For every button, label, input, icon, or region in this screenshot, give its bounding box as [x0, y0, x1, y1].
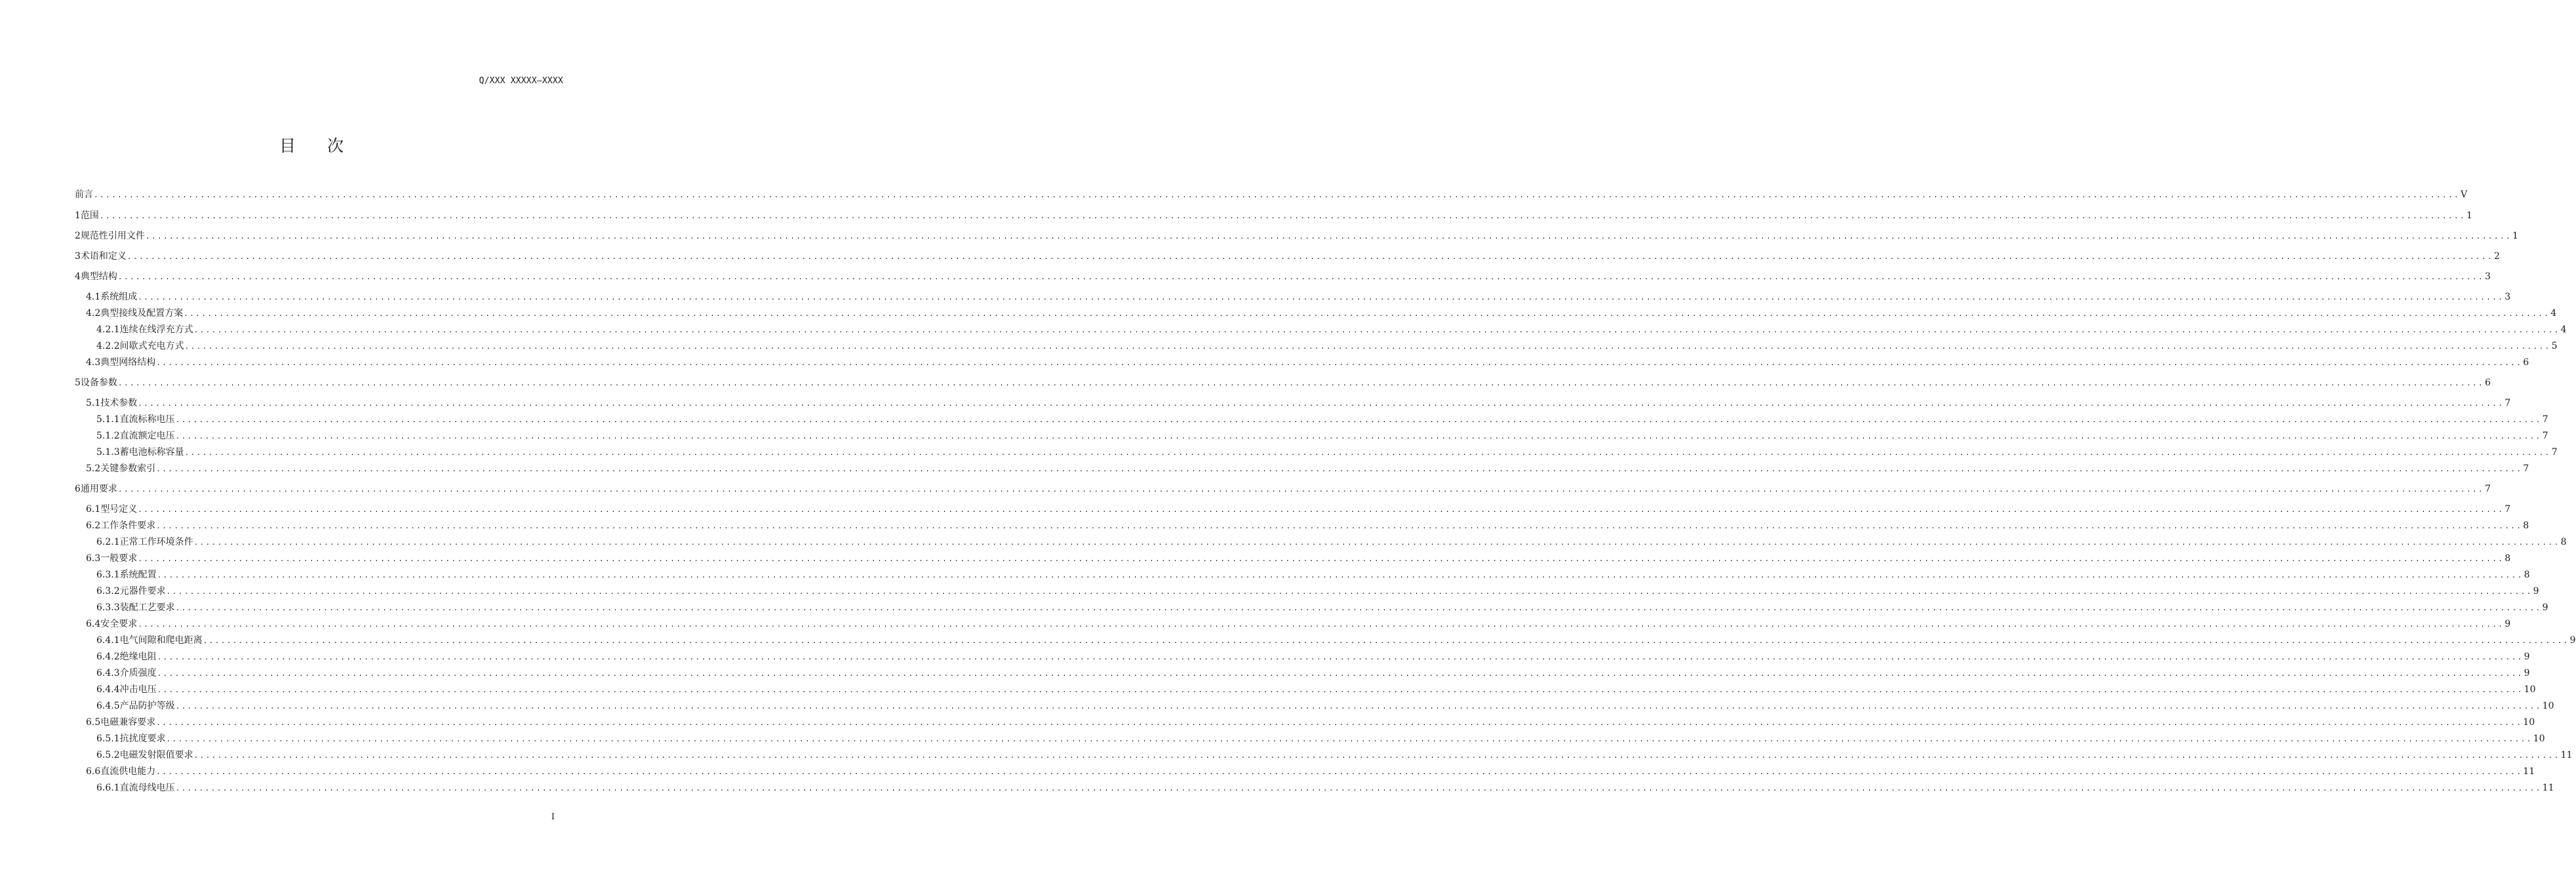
toc-leader-dots: ................................................................................................................................................................................................................................................................................................................................................................................................................ [127, 252, 2493, 261]
toc-entry[interactable] [0, 682, 2536, 695]
toc-entry-page: 3 [2484, 271, 2491, 282]
toc-leader-dots: ................................................................................................................................................................................................................................................................................................................................................................................................................ [157, 653, 2524, 661]
toc-entry-page: 9 [2524, 668, 2530, 678]
toc-entry-number: 6.1 [86, 504, 101, 515]
toc-entry-title: 元器件要求 [119, 586, 166, 597]
toc-entry-title: 产品防护等级 [119, 701, 175, 711]
toc-entry-page: 7 [2505, 398, 2511, 408]
toc-entry-page: 11 [2542, 783, 2554, 793]
toc-entry-number: 6.2.1 [96, 537, 120, 547]
toc-entry-title: 型号定义 [100, 504, 138, 515]
toc-entry-number: 6.5.2 [96, 750, 120, 760]
toc-entry-page: 1 [2466, 210, 2472, 221]
toc-leader-dots: ................................................................................................................................................................................................................................................................................................................................................................................................................ [138, 399, 2505, 408]
toc-entry-title: 介质强度 [119, 668, 157, 678]
toc-entry[interactable] [0, 748, 2573, 761]
toc-entry-page: 11 [2523, 766, 2535, 777]
toc-entry-number: 6 [75, 484, 81, 494]
toc-entry-title: 直流供电能力 [100, 766, 156, 777]
toc-entry-page: 9 [2505, 619, 2511, 629]
toc-entry-title: 蓄电池标称容量 [119, 447, 184, 458]
toc-entry-number: 5.1.1 [96, 414, 120, 425]
toc-entry-number: 6.3 [86, 553, 101, 564]
toc-leader-dots: ................................................................................................................................................................................................................................................................................................................................................................................................................ [157, 669, 2524, 678]
toc-entry-page: 9 [2569, 635, 2576, 646]
toc-entry-title: 电气间隙和爬电距离 [119, 635, 203, 646]
toc-entry[interactable] [0, 269, 2491, 283]
toc-entry-page: 7 [2551, 447, 2558, 458]
toc-entry[interactable] [0, 249, 2500, 262]
toc-entry-number: 6.4.5 [96, 701, 120, 711]
toc-entry[interactable] [0, 461, 2529, 475]
toc-entry-page: 4 [2560, 324, 2567, 335]
toc-entry-number: 5.1.3 [96, 447, 120, 458]
toc-leader-dots: ................................................................................................................................................................................................................................................................................................................................................................................................................ [193, 326, 2560, 334]
toc-entry-number: 3 [75, 251, 81, 262]
toc-entry[interactable] [0, 781, 2554, 794]
toc-leader-dots: ................................................................................................................................................................................................................................................................................................................................................................................................................ [117, 273, 2484, 281]
toc-leader-dots: ................................................................................................................................................................................................................................................................................................................................................................................................................ [193, 751, 2560, 760]
toc-entry-title: 电磁兼容要求 [100, 717, 156, 728]
toc-entry-page: 6 [2484, 378, 2491, 388]
toc-leader-dots: ................................................................................................................................................................................................................................................................................................................................................................................................................ [138, 555, 2505, 563]
toc-entry-number: 2 [75, 231, 81, 241]
toc-leader-dots: ................................................................................................................................................................................................................................................................................................................................................................................................................ [184, 448, 2551, 457]
toc-entry[interactable] [0, 208, 2472, 222]
toc-entry-page: 7 [2542, 431, 2548, 441]
toc-entry-title: 直流标称电压 [119, 414, 175, 425]
toc-leader-dots: ................................................................................................................................................................................................................................................................................................................................................................................................................ [156, 359, 2523, 367]
toc-leader-dots: ................................................................................................................................................................................................................................................................................................................................................................................................................ [138, 505, 2505, 514]
toc-entry-page: 6 [2523, 357, 2529, 368]
toc-leader-dots: ................................................................................................................................................................................................................................................................................................................................................................................................................ [117, 485, 2484, 494]
page-number: I [551, 812, 555, 822]
toc-leader-dots: ................................................................................................................................................................................................................................................................................................................................................................................................................ [156, 522, 2523, 530]
toc-leader-dots: ................................................................................................................................................................................................................................................................................................................................................................................................................ [138, 293, 2505, 302]
toc-entry-page: 9 [2533, 586, 2539, 597]
toc-entry[interactable] [0, 290, 2511, 303]
toc-entry-title: 冲击电压 [119, 684, 157, 695]
toc-entry-title: 典型网络结构 [100, 357, 156, 368]
toc-entry[interactable] [0, 568, 2530, 581]
toc-entry-title: 正常工作环境条件 [119, 537, 193, 547]
toc-leader-dots: ................................................................................................................................................................................................................................................................................................................................................................................................................ [156, 718, 2523, 727]
toc-entry[interactable] [0, 519, 2529, 532]
toc-entry-number: 5.1 [86, 398, 101, 408]
toc-entry-number: 4.2.2 [96, 341, 120, 351]
toc-entry-number: 4.3 [86, 357, 101, 368]
toc-entry-page: 11 [2560, 750, 2573, 760]
toc-entry-page: V [2461, 189, 2468, 200]
toc-entry-page: 9 [2542, 602, 2548, 613]
toc-entry-title: 通用要求 [80, 484, 117, 494]
toc-entry[interactable] [0, 715, 2535, 728]
toc-entry[interactable] [0, 482, 2491, 495]
toc-entry-page: 7 [2484, 484, 2491, 494]
toc-entry-number: 1 [75, 210, 81, 221]
toc-leader-dots: ................................................................................................................................................................................................................................................................................................................................................................................................................ [156, 768, 2523, 776]
toc-leader-dots: ................................................................................................................................................................................................................................................................................................................................................................................................................ [184, 342, 2551, 351]
toc-entry-number: 6.6.1 [96, 783, 120, 793]
toc-entry-number: 6.5.1 [96, 734, 120, 744]
toc-entry-title: 一般要求 [100, 553, 138, 564]
toc-entry[interactable] [0, 355, 2529, 368]
toc-leader-dots: ................................................................................................................................................................................................................................................................................................................................................................................................................ [175, 604, 2542, 612]
toc-entry-title: 装配工艺要求 [119, 602, 175, 613]
toc-entry-page: 8 [2523, 520, 2529, 531]
toc-entry-number: 6.4 [86, 619, 101, 629]
toc-leader-dots: ................................................................................................................................................................................................................................................................................................................................................................................................................ [175, 432, 2542, 440]
toc-entry-title: 抗扰度要求 [119, 734, 166, 744]
toc-leader-dots: ................................................................................................................................................................................................................................................................................................................................................................................................................ [203, 636, 2569, 645]
toc-entry[interactable] [0, 666, 2530, 679]
page-title: 目次 [279, 136, 375, 155]
toc-entry-page: 8 [2505, 553, 2511, 564]
toc-entry-title: 言 [84, 189, 93, 200]
toc-leader-dots: ................................................................................................................................................................................................................................................................................................................................................................................................................ [184, 309, 2550, 318]
toc-entry-page: 3 [2505, 292, 2511, 302]
toc-entry-page: 10 [2523, 717, 2535, 728]
toc-entry-number: 4.2.1 [96, 324, 120, 335]
toc-entry-title: 直流额定电压 [119, 431, 175, 441]
toc-entry[interactable] [0, 584, 2539, 597]
toc-entry[interactable] [0, 187, 2468, 201]
toc-entry[interactable] [0, 764, 2535, 777]
toc-entry-title: 绝缘电阻 [119, 652, 157, 662]
toc-entry-title: 系统配置 [119, 570, 157, 580]
toc-entry[interactable] [0, 323, 2567, 336]
toc-entry-page: 1 [2512, 231, 2518, 241]
toc-entry-number: 4.1 [86, 292, 101, 302]
toc-entry-page: 10 [2542, 701, 2554, 711]
toc-entry-title: 电磁发射限值要求 [119, 750, 193, 760]
toc-entry-number: 4.2 [86, 308, 101, 319]
toc-leader-dots: ................................................................................................................................................................................................................................................................................................................................................................................................................ [156, 465, 2523, 473]
toc-entry-page: 5 [2551, 341, 2558, 351]
toc-entry[interactable] [0, 229, 2518, 242]
toc-entry-number: 6.4.2 [96, 652, 120, 662]
toc-entry[interactable] [0, 535, 2567, 548]
toc-entry-number: 6.3.2 [96, 586, 120, 597]
toc-entry[interactable] [0, 306, 2557, 319]
toc-entry-number: 6.3.1 [96, 570, 120, 580]
toc-leader-dots: ................................................................................................................................................................................................................................................................................................................................................................................................................ [166, 735, 2533, 743]
toc-entry-title: 设备参数 [80, 378, 117, 388]
toc-entry[interactable] [0, 412, 2548, 425]
toc-entry[interactable] [0, 502, 2511, 515]
toc-entry-number: 5.2 [86, 463, 101, 474]
toc-entry[interactable] [0, 551, 2511, 564]
toc-entry-number: 前 [75, 189, 84, 200]
toc-entry-title: 术语和定义 [80, 251, 127, 262]
toc-leader-dots: ................................................................................................................................................................................................................................................................................................................................................................................................................ [157, 686, 2524, 694]
toc-entry[interactable] [0, 732, 2545, 745]
toc-entry[interactable] [0, 429, 2548, 442]
toc-entry-title: 直流母线电压 [119, 783, 175, 793]
toc-entry-number: 6.3.3 [96, 602, 120, 613]
toc-leader-dots: ................................................................................................................................................................................................................................................................................................................................................................................................................ [138, 620, 2505, 629]
toc-entry-page: 2 [2493, 251, 2500, 262]
toc-entry-title: 技术参数 [100, 398, 138, 408]
toc-entry[interactable] [0, 617, 2511, 630]
toc-entry[interactable] [0, 650, 2530, 663]
toc-entry-page: 7 [2505, 504, 2511, 515]
toc-entry-number: 5.1.2 [96, 431, 120, 441]
toc-entry-page: 7 [2523, 463, 2529, 474]
toc-entry-number: 6.2 [86, 520, 101, 531]
toc-entry[interactable] [0, 396, 2511, 409]
toc-leader-dots: ................................................................................................................................................................................................................................................................................................................................................................................................................ [117, 379, 2484, 387]
toc-entry-page: 4 [2550, 308, 2557, 319]
toc-leader-dots: ................................................................................................................................................................................................................................................................................................................................................................................................................ [157, 571, 2524, 579]
toc-entry-page: 8 [2560, 537, 2567, 547]
toc-entry-title: 间歇式充电方式 [119, 341, 184, 351]
toc-entry-number: 4 [75, 271, 81, 282]
toc-leader-dots: ................................................................................................................................................................................................................................................................................................................................................................................................................ [94, 191, 2461, 199]
toc-entry-title: 系统组成 [100, 292, 138, 302]
toc-entry[interactable] [0, 376, 2491, 389]
toc-entry-page: 9 [2524, 652, 2530, 662]
toc-entry-page: 8 [2524, 570, 2530, 580]
document-code: Q/XXX XXXXX—XXXX [479, 76, 563, 86]
toc-entry-page: 10 [2533, 734, 2545, 744]
toc-entry[interactable] [0, 445, 2558, 458]
toc-leader-dots: ................................................................................................................................................................................................................................................................................................................................................................................................................ [166, 587, 2533, 596]
toc-entry-page: 10 [2524, 684, 2536, 695]
toc-entry-page: 7 [2542, 414, 2548, 425]
toc-entry-title: 典型结构 [80, 271, 117, 282]
toc-leader-dots: ................................................................................................................................................................................................................................................................................................................................................................................................................ [175, 416, 2542, 424]
toc-entry-title: 范围 [80, 210, 99, 221]
toc-leader-dots: ................................................................................................................................................................................................................................................................................................................................................................................................................ [175, 784, 2542, 793]
toc-entry[interactable] [0, 699, 2554, 712]
toc-leader-dots: ................................................................................................................................................................................................................................................................................................................................................................................................................ [99, 212, 2466, 220]
toc-entry[interactable] [0, 600, 2548, 614]
toc-leader-dots: ................................................................................................................................................................................................................................................................................................................................................................................................................ [145, 232, 2512, 241]
toc-entry-title: 安全要求 [100, 619, 138, 629]
toc-leader-dots: ................................................................................................................................................................................................................................................................................................................................................................................................................ [175, 702, 2542, 711]
toc-entry[interactable] [0, 633, 2576, 646]
toc-entry-number: 6.4.4 [96, 684, 120, 695]
toc-entry-title: 关键参数索引 [100, 463, 156, 474]
toc-entry-number: 5 [75, 378, 81, 388]
toc-entry-number: 6.6 [86, 766, 101, 777]
toc-entry-title: 工作条件要求 [100, 520, 156, 531]
toc-entry-number: 6.5 [86, 717, 101, 728]
toc-entry[interactable] [0, 339, 2558, 352]
toc-entry-number: 6.4.1 [96, 635, 120, 646]
toc-entry-title: 典型接线及配置方案 [100, 308, 184, 319]
toc-entry-number: 6.4.3 [96, 668, 120, 678]
toc-entry-title: 连续在线浮充方式 [119, 324, 193, 335]
toc-leader-dots: ................................................................................................................................................................................................................................................................................................................................................................................................................ [193, 538, 2560, 547]
toc-entry-title: 规范性引用文件 [80, 231, 145, 241]
